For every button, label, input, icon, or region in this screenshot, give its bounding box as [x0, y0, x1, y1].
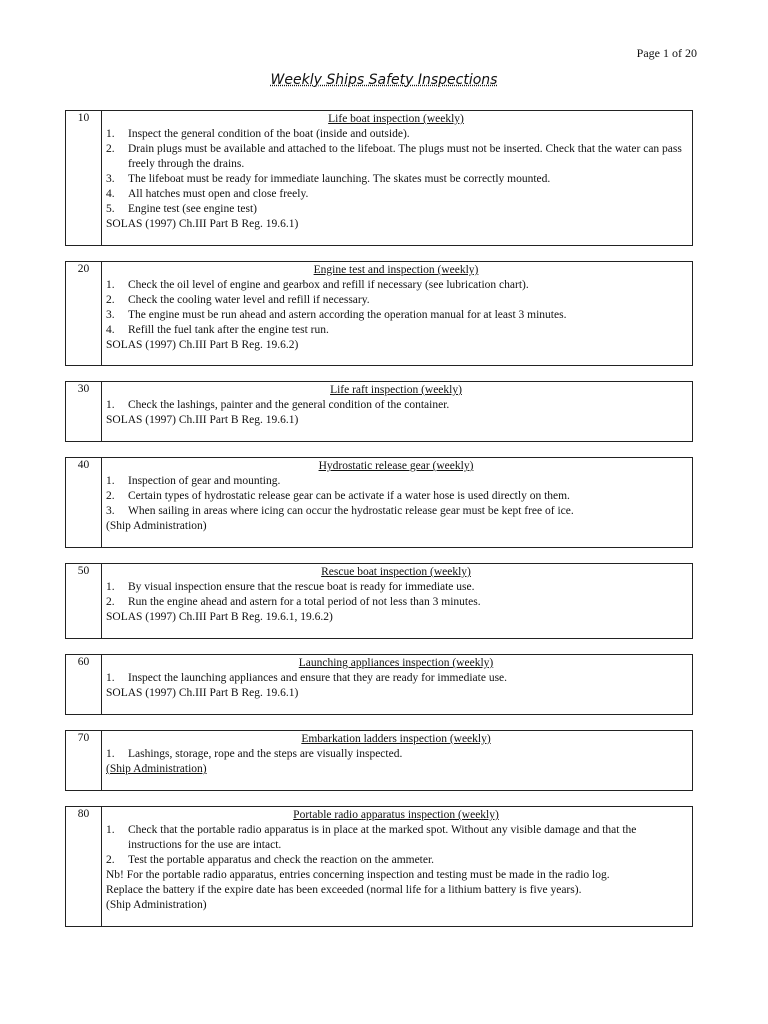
section-number: 40	[66, 458, 102, 547]
item-text: The lifeboat must be ready for immediate launching. The skates must be correctly mounted.	[128, 173, 551, 185]
inspection-section-20	[65, 261, 693, 366]
item-text: Test the portable apparatus and check the reaction on the ammeter.	[128, 854, 435, 866]
item-number: 3.	[106, 173, 115, 185]
list-item	[106, 580, 686, 595]
item-number: 1.	[106, 672, 115, 684]
list-item	[106, 853, 686, 868]
inspection-section-10	[65, 110, 693, 246]
list-item	[106, 308, 686, 323]
item-number: 1.	[106, 399, 115, 411]
item-number: 5.	[106, 203, 115, 215]
regulation-reference-text: (Ship Administration)	[106, 763, 207, 775]
item-text: Check the lashings, painter and the general condition of the container.	[128, 399, 450, 411]
regulation-reference: SOLAS (1997) Ch.III Part B Reg. 19.6.1)	[106, 687, 299, 699]
item-number: 2.	[106, 143, 115, 155]
item-text: Inspect the launching appliances and ensure that they are ready for immediate use.	[128, 672, 508, 684]
section-heading: Rescue boat inspection (weekly)	[321, 566, 471, 578]
section-heading: Embarkation ladders inspection (weekly)	[301, 733, 491, 745]
regulation-reference: SOLAS (1997) Ch.III Part B Reg. 19.6.1, 19.6.2)	[106, 611, 333, 623]
item-number: 1.	[106, 475, 115, 487]
item-text: Inspection of gear and mounting.	[128, 475, 281, 487]
page-number: Page 1 of 20	[636, 46, 697, 60]
item-number: 2.	[106, 596, 115, 608]
section-number: 10	[66, 111, 102, 245]
list-item	[106, 823, 686, 853]
inspection-section-60	[65, 654, 693, 715]
item-text: All hatches must open and close freely.	[128, 188, 309, 200]
item-text: Check the cooling water level and refill if necessary.	[128, 294, 370, 306]
regulation-reference: SOLAS (1997) Ch.III Part B Reg. 19.6.2)	[106, 339, 299, 351]
list-item	[106, 202, 686, 217]
regulation-reference: SOLAS (1997) Ch.III Part B Reg. 19.6.1)	[106, 414, 299, 426]
item-number: 4.	[106, 188, 115, 200]
inspection-section-80	[65, 806, 693, 927]
list-item	[106, 278, 686, 293]
item-number: 4.	[106, 324, 115, 336]
item-text: Certain types of hydrostatic release gear can be activate if a water hose is used directly on them.	[128, 490, 570, 502]
section-heading: Life boat inspection (weekly)	[328, 113, 464, 125]
section-number: 60	[66, 655, 102, 714]
note-text: Nb! For the portable radio apparatus, entries concerning inspection and testing must be made in the radio log.	[106, 869, 610, 881]
inspection-section-40	[65, 457, 693, 548]
item-text: Check that the portable radio apparatus is in place at the marked spot. Without any visible damage and that the instructions for the use are intact.	[128, 824, 637, 851]
item-text: By visual inspection ensure that the rescue boat is ready for immediate use.	[128, 581, 475, 593]
section-heading: Portable radio apparatus inspection (weekly)	[293, 809, 499, 821]
list-item	[106, 489, 686, 504]
regulation-reference: SOLAS (1997) Ch.III Part B Reg. 19.6.1)	[106, 218, 299, 230]
item-text: Check the oil level of engine and gearbox and refill if necessary (see lubrication chart).	[128, 279, 529, 291]
item-number: 2.	[106, 294, 115, 306]
list-item	[106, 127, 686, 142]
item-text: The engine must be run ahead and astern according the operation manual for at least 3 minutes.	[128, 309, 567, 321]
item-number: 3.	[106, 505, 115, 517]
item-text: Lashings, storage, rope and the steps are visually inspected.	[128, 748, 403, 760]
inspection-section-50	[65, 563, 693, 639]
section-heading: Engine test and inspection (weekly)	[313, 264, 479, 276]
section-heading: Launching appliances inspection (weekly)	[298, 657, 494, 669]
item-text: Drain plugs must be available and attached to the lifeboat. The plugs must not be inserted. Check that the water can pass freely through the drains.	[128, 143, 682, 170]
item-number: 1.	[106, 581, 115, 593]
item-text: When sailing in areas where icing can occur the hydrostatic release gear must be kept free of ice.	[128, 505, 574, 517]
section-heading: Hydrostatic release gear (weekly)	[318, 460, 474, 472]
list-item	[106, 172, 686, 187]
list-item	[106, 671, 686, 686]
inspection-section-30	[65, 381, 693, 442]
section-number: 70	[66, 731, 102, 790]
item-number: 1.	[106, 279, 115, 291]
item-number: 3.	[106, 309, 115, 321]
section-number: 20	[66, 262, 102, 365]
page-title: Weekly Ships Safety Inspections	[270, 72, 498, 88]
section-number: 80	[66, 807, 102, 926]
regulation-reference	[106, 762, 686, 777]
list-item	[106, 398, 686, 413]
item-number: 1.	[106, 748, 115, 760]
item-text: Run the engine ahead and astern for a total period of not less than 3 minutes.	[128, 596, 481, 608]
section-heading: Life raft inspection (weekly)	[330, 384, 462, 396]
regulation-reference: (Ship Administration)	[106, 899, 207, 911]
note-text: Replace the battery if the expire date has been exceeded (normal life for a lithium battery is five years).	[106, 884, 582, 896]
item-number: 2.	[106, 854, 115, 866]
list-item	[106, 142, 686, 172]
list-item	[106, 747, 686, 762]
list-item	[106, 504, 686, 519]
list-item	[106, 323, 686, 338]
item-number: 1.	[106, 128, 115, 140]
section-number: 50	[66, 564, 102, 638]
list-item	[106, 293, 686, 308]
item-number: 2.	[106, 490, 115, 502]
item-text: Refill the fuel tank after the engine test run.	[128, 324, 329, 336]
item-text: Inspect the general condition of the boat (inside and outside).	[128, 128, 410, 140]
item-number: 1.	[106, 824, 115, 836]
list-item	[106, 474, 686, 489]
list-item	[106, 187, 686, 202]
item-text: Engine test (see engine test)	[128, 203, 258, 215]
regulation-reference: (Ship Administration)	[106, 520, 207, 532]
list-item	[106, 595, 686, 610]
inspection-section-70	[65, 730, 693, 791]
section-number: 30	[66, 382, 102, 441]
